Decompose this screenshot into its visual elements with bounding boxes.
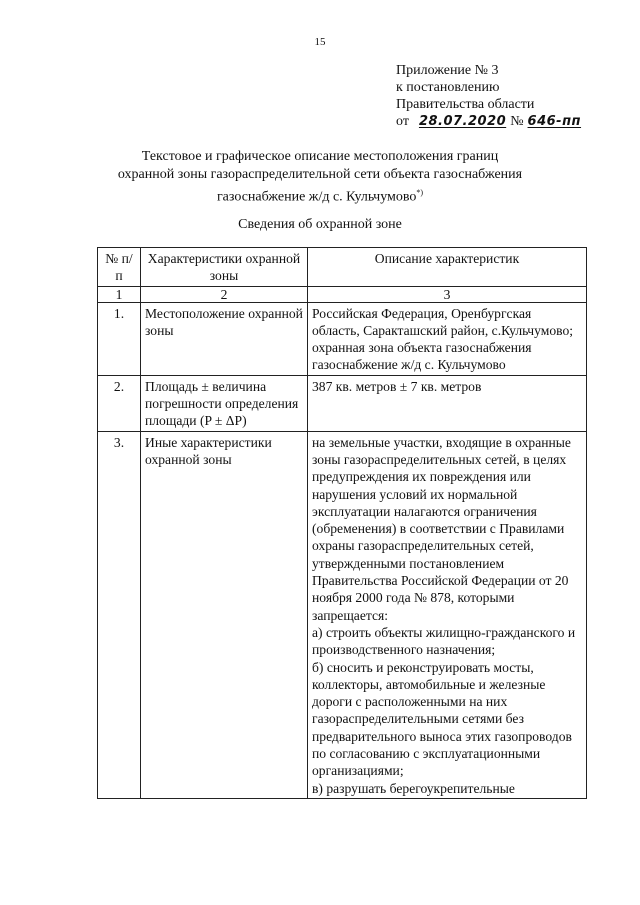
appendix-block <box>396 62 581 130</box>
column-number-row <box>98 286 587 302</box>
header-number: № п/п <box>98 248 141 287</box>
page-number: 15 <box>314 36 326 48</box>
title-line-1: Текстовое и графическое описание местоположения границ <box>141 149 499 164</box>
header-characteristic: Характеристики охранной зоны <box>141 248 308 287</box>
column-number-1: 1 <box>98 286 141 302</box>
appendix-line-2: к постановлению <box>396 80 500 95</box>
section-subtitle: Сведения об охранной зоне <box>238 217 402 232</box>
appendix-line-1: Приложение № 3 <box>396 63 499 78</box>
from-label: от <box>396 114 409 129</box>
row-description <box>308 431 587 798</box>
header-description: Описание характеристик <box>308 248 587 287</box>
table-header-row <box>98 248 587 287</box>
handwritten-date: 28.07.2020 <box>418 114 507 129</box>
row-characteristic: Площадь ± величина погрешности определения площади (P ± ΔP) <box>141 375 308 431</box>
table-row <box>98 302 587 375</box>
table-row <box>98 375 587 431</box>
title-line-3-text: газоснабжение ж/д с. Кульчумово <box>216 189 417 205</box>
table-row <box>98 431 587 798</box>
column-number-2: 2 <box>141 286 308 302</box>
row-number: 3. <box>98 431 141 798</box>
footnote-mark: *) <box>416 188 424 197</box>
handwritten-number: 646-пп <box>527 114 582 129</box>
row-description: 387 кв. метров ± 7 кв. метров <box>308 375 587 431</box>
row-number: 2. <box>98 375 141 431</box>
description-item-a: а) строить объекты жилищно-гражданского и производственного назначения; <box>312 624 576 658</box>
description-main: на земельные участки, входящие в охранные зоны газораспределительных сетей, в целях предупреждения их повреждения или нарушения условий их нормальной эксплуатации налагаются ограничения (обременения) в соответствии с Правилами охраны газораспределительных сетей, утвержденными постановлением Правительства Российской Федерации от 20 ноября 2000 года № 878, которыми запрещается: <box>312 434 571 623</box>
description-item-b: б) сносить и реконструировать мосты, коллекторы, автомобильные и железные дороги с расположенными на них газораспределительными сетями без предварительного выноса этих газопроводов по согласованию с эксплуатационными организациями; <box>312 659 572 779</box>
row-characteristic: Местоположение охранной зоны <box>141 302 308 375</box>
protection-zone-table <box>97 247 587 799</box>
column-number-3: 3 <box>308 286 587 302</box>
description-item-c: в) разрушать берегоукрепительные <box>312 780 515 796</box>
row-characteristic: Иные характеристики охранной зоны <box>141 431 308 798</box>
title-line-3 <box>100 184 540 207</box>
document-title <box>100 148 540 207</box>
appendix-date-line <box>396 113 581 130</box>
row-number: 1. <box>98 302 141 375</box>
number-label: № <box>510 114 524 129</box>
appendix-line-3: Правительства области <box>396 97 535 112</box>
title-line-2: охранной зоны газораспределительной сети объекта газоснабжения <box>117 167 523 182</box>
row-description: Российская Федерация, Оренбургская область, Саракташский район, с.Кульчумово; охранная зона объекта газоснабжения газоснабжение ж/д с. Кульчумово <box>308 302 587 375</box>
